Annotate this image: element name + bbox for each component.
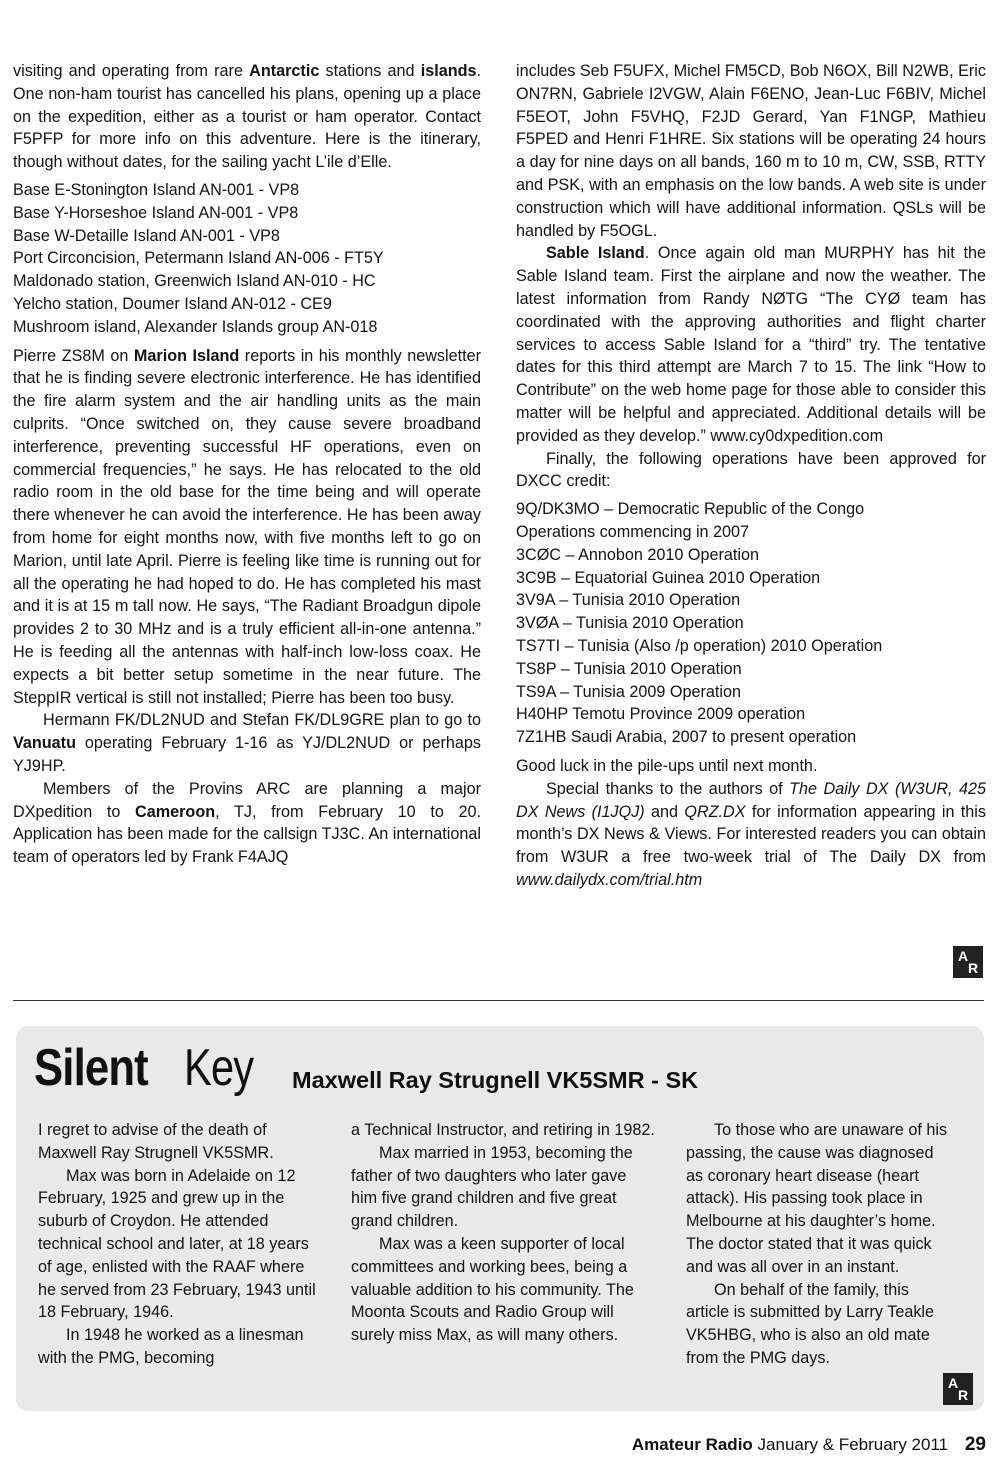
silent-key-column-2	[351, 1119, 656, 1347]
paragraph-cameroon	[13, 778, 481, 869]
page-number: 29	[964, 1434, 986, 1455]
logo-letter-a: A	[958, 948, 969, 964]
text-run: for information appearing in this month’s DX News & Views. For interested readers you can obtain from W3UR a free two-week trial of The Daily DX from	[516, 802, 986, 867]
silent-key-subtitle: Maxwell Ray Strugnell VK5SMR - SK	[292, 1067, 699, 1093]
logo-letter-a: A	[948, 1375, 959, 1391]
itinerary-item: Base W-Detaille Island AN-001 - VP8	[13, 226, 280, 245]
paragraph-marion-island	[13, 345, 481, 710]
italic-source: The Daily DX (W3UR, 425 DX News (I1JQJ)	[516, 779, 986, 821]
sk-paragraph: To those who are unaware of his passing, the cause was diagnosed as coronary heart disease (heart attack). His passing took place in Melbourne at his daughter’s home. The doctor stated that it was quick and was all over in an instant.	[686, 1121, 948, 1276]
text-run: visiting and operating from rare	[13, 62, 250, 80]
itinerary-item: Maldonado station, Greenwich Island AN-010 - HC	[13, 272, 376, 291]
sk-paragraph: On behalf of the family, this article is submitted by Larry Teakle VK5HBG, who is also an old mate from the PMG days.	[686, 1280, 935, 1367]
sk-paragraph: a Technical Instructor, and retiring in 1982.	[351, 1121, 655, 1139]
silent-key-column-3	[686, 1119, 954, 1370]
text-run: operating February 1-16 as YJ/DL2NUD or perhaps YJ9HP.	[13, 734, 481, 775]
sk-paragraph: I regret to advise of the death of Maxwell Ray Strugnell VK5SMR.	[38, 1121, 274, 1162]
sk-paragraph: Max was born in Adelaide on 12 February, 1925 and grew up in the suburb of Croydon. He attended technical school and later, at 18 years of age, enlisted with the RAAF where he served from 23 February, 1943 until 18 February, 1946.	[38, 1166, 316, 1322]
text-run: reports in his monthly newsletter that he is finding severe electronic interference. He has identified the fire alarm system and the air handling units as the main culprits. “Once switched on, they cause severe broadband interference, preventing successful HF operations, even on commercial frequencies,” he says. He has relocated to the old radio room in the old base for the time being and will operate there whenever he can avoid the interference. He has been away from home for eight months now, with five months left to go on Marion, until late April. Pierre is feeling like time is running out for all the operating he had hoped to do. He has completed his mast and it is at 15 m tall now. He says, “The Radiant Broadgun dipole provides 2 to 30 MHz and is a truly efficient all-in-one antenna.” He is feeding all the antennas with half-inch low-loss coax. He expects a bit better setup sometime in the near future. The SteppIR vertical is still not installed; Pierre has been too busy.	[13, 346, 481, 707]
article-column-left	[13, 60, 481, 869]
heading-word-silent: Silent	[34, 1039, 148, 1097]
page-footer	[632, 1434, 986, 1456]
dxcc-item: TS8P – Tunisia 2010 Operation	[516, 659, 742, 678]
dxcc-item: 3CØC – Annobon 2010 Operation	[516, 545, 759, 564]
text-run: Special thanks to the authors of	[546, 779, 790, 798]
bold-cameroon: Cameroon	[135, 802, 216, 821]
bold-marion-island: Marion Island	[133, 346, 240, 365]
itinerary-item: Port Circoncision, Petermann Island AN-006 - FT5Y	[13, 249, 384, 268]
paragraph-antarctic	[13, 60, 481, 174]
article-column-right	[516, 60, 986, 892]
sk-paragraph: Max was a keen supporter of local committees and working bees, being a valuable addition to his community. The Moonta Scouts and Radio Group will surely miss Max, as will many others.	[351, 1234, 634, 1345]
paragraph-sable-island	[516, 242, 986, 447]
dxcc-list	[516, 498, 986, 749]
section-divider	[13, 1000, 984, 1001]
dxcc-item: TS7TI – Tunisia (Also /p operation) 2010 Operation	[516, 636, 883, 655]
text-run: , TJ, from February 10 to 20. Application has been made for the callsign TJ3C. An international team of operators led by Frank F4AJQ	[13, 802, 482, 867]
italic-url: www.dailydx.com/trial.htm	[516, 870, 703, 889]
dxcc-item: 3C9B – Equatorial Guinea 2010 Operation	[516, 568, 821, 587]
italic-source: QRZ.DX	[684, 802, 746, 821]
ar-logo-icon	[943, 1373, 973, 1405]
dxcc-item: Operations commencing in 2007	[516, 522, 750, 541]
issue-date: January & February 2011	[757, 1435, 949, 1454]
itinerary-item: Yelcho station, Doumer Island AN-012 - CE9	[13, 294, 332, 313]
silent-key-heading	[34, 1038, 254, 1098]
dxcc-item: 3VØA – Tunisia 2010 Operation	[516, 614, 744, 633]
ar-logo-icon	[953, 946, 983, 978]
text-run: Hermann FK/DL2NUD and Stefan FK/DL9GRE plan to go to	[43, 711, 481, 730]
bold-vanuatu: Vanuatu	[13, 734, 76, 753]
dxcc-item: 3V9A – Tunisia 2010 Operation	[516, 591, 741, 610]
itinerary-item: Mushroom island, Alexander Islands group AN-018	[13, 317, 378, 336]
itinerary-item: Base E-Stonington Island AN-001 - VP8	[13, 180, 300, 199]
dxcc-item: 7Z1HB Saudi Arabia, 2007 to present operation	[516, 728, 857, 747]
itinerary-list	[13, 179, 481, 339]
logo-letter-r: R	[968, 960, 979, 976]
bold-sable-island: Sable Island	[546, 244, 645, 263]
bold-antarctic: Antarctic	[249, 62, 320, 80]
text-run: and	[644, 802, 685, 821]
sk-paragraph: Max married in 1953, becoming the father of two daughters who later gave him five grand children and five great grand children.	[351, 1143, 633, 1231]
bold-islands: islands	[420, 62, 477, 80]
text-run: . Once again old man MURPHY has hit the Sable Island team. First the airplane and now the weather. The latest information from Randy NØTG “The CYØ team has coordinated with the approving authorities and flight charter services to access Sable Island for a “third” try. The tentative dates for this third attempt are March 7 to 15. The link “How to Contribute” on the web home page for those able to consider this matter will be helpful and appreciated. Additional details will be provided as they develop.” www.cy0dxpedition.com	[516, 244, 986, 445]
magazine-name: Amateur Radio	[631, 1435, 753, 1454]
paragraph-thanks	[516, 778, 986, 892]
sk-paragraph: In 1948 he worked as a linesman with the PMG, becoming	[38, 1326, 304, 1367]
paragraph-good-luck: Good luck in the pile-ups until next month.	[516, 756, 818, 775]
paragraph-team-list: includes Seb F5UFX, Michel FM5CD, Bob N6OX, Bill N2WB, Eric ON7RN, Gabriele I2VGW, Alain F6ENO, Jean-Luc F6BIV, Michel F5EOT, John F5VHQ, F2JD Gerard, Yan F1NGP, Mathieu F5PED and Henri F1HRE. Six stations will be operating 24 hours a day for nine days on all bands, 160 m to 10 m, CW, SSB, RTTY and PSK, with an emphasis on the low bands. A web site is under construction which will have additional information. QSLs will be handled by F5OGL.	[516, 62, 986, 240]
dxcc-item: TS9A – Tunisia 2009 Operation	[516, 682, 741, 701]
logo-letter-r: R	[958, 1387, 969, 1403]
text-run: . One non-ham tourist has cancelled his plans, opening up a place on the expedition, either as a tourist or ham operator. Contact F5PFP for more info on this adventure. Here is the itinerary, though without dates, for the sailing yacht L’ile d’Elle.	[13, 62, 482, 172]
dxcc-item: 9Q/DK3MO – Democratic Republic of the Congo	[516, 500, 865, 519]
heading-word-key: Key	[184, 1039, 254, 1097]
text-run: stations and	[319, 62, 421, 80]
silent-key-column-1	[38, 1119, 323, 1370]
dxcc-item: H40HP Temotu Province 2009 operation	[516, 705, 806, 724]
paragraph-vanuatu	[13, 709, 481, 777]
text-run: Pierre ZS8M on	[13, 346, 134, 365]
text-run: Members of the Provins ARC are planning a major DXpedition to	[13, 779, 481, 821]
paragraph-dxcc-intro: Finally, the following operations have been approved for DXCC credit:	[516, 449, 986, 491]
itinerary-item: Base Y-Horseshoe Island AN-001 - VP8	[13, 203, 299, 222]
